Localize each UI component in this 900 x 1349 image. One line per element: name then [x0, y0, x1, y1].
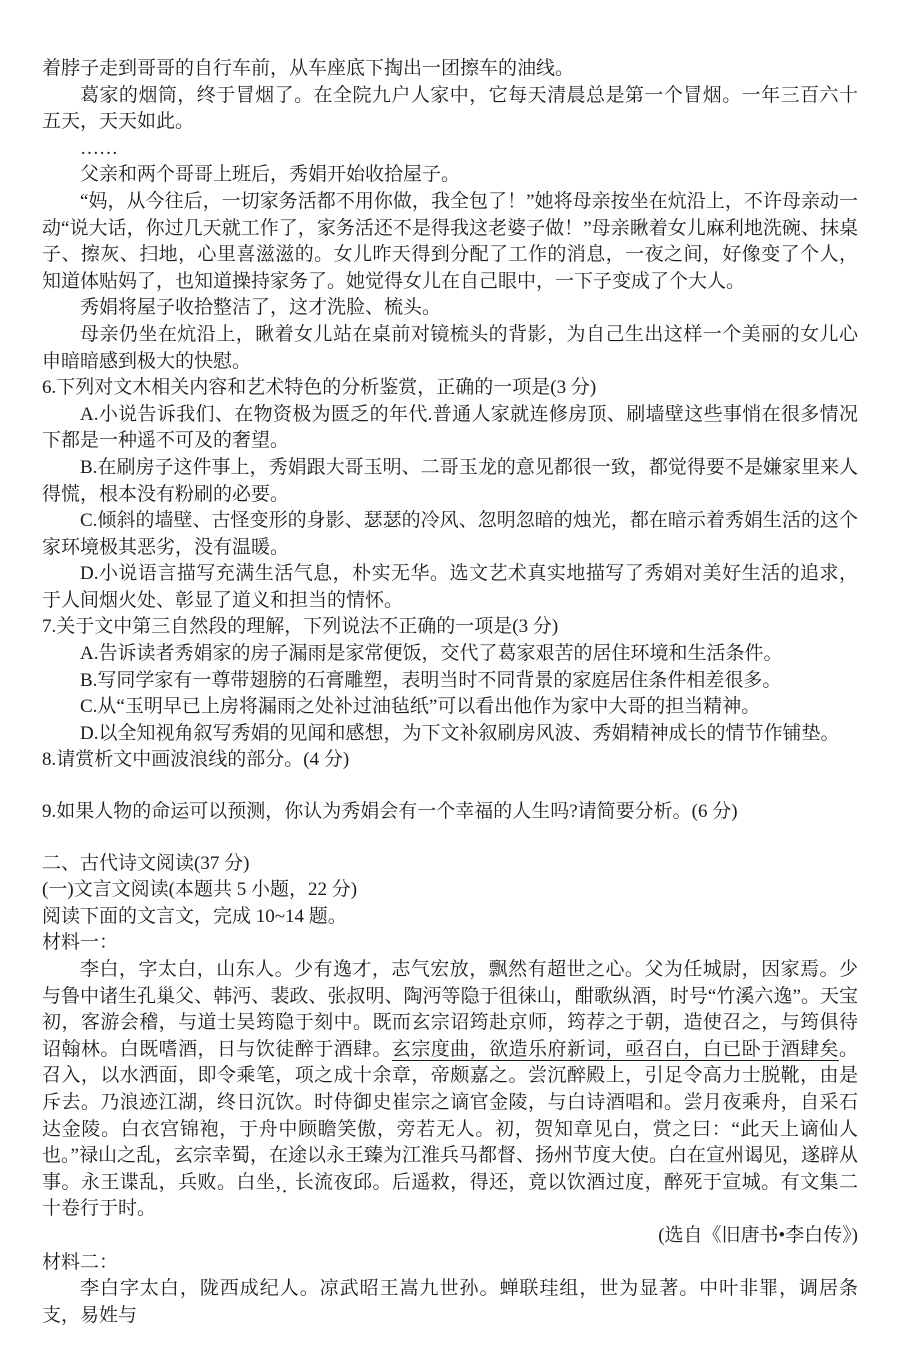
question-7-option-c: C.从“玉明早已上房将漏雨之处补过油毡纸”可以看出他作为家中大哥的担当精神。 [80, 696, 761, 718]
material-1-mid: 。召入，以水洒面，即令乘笔，项之成十余章，帝颇嘉之。尝沉醉殿上，引足令高力士脱靴，由是斥去。乃浪迹江湖，终日沉饮。时侍御史崔宗之谪官金陵，与白诗酒唱和。尝月夜乘舟，自采石达金陵。白衣宫锦袍，于舟中顾瞻笑傲，旁若无人。初，贺知章见白，赏之曰：“此天上谪仙人也。”禄山之乱，玄宗幸蜀，在途以永王臻为江淮兵马都督、扬州节度大使。白在宣州谒见，遂辟从事。永王谍乱，兵败。白 [42, 1038, 858, 1193]
material-2-label: 材料二： [42, 1251, 119, 1273]
question-7-option-d: D.以全知视角叙写秀娟的见闻和感想，为下文补叙刷房风波、秀娟精神成长的情节作铺垫。 [80, 722, 840, 744]
question-7-option-b: B.写同学家有一尊带翅膀的石膏雕塑，表明当时不同背景的家庭居住条件相差很多。 [80, 669, 782, 691]
material-2-text: 李白字太白，陇西成纪人。凉武昭王嵩九世孙。蝉联珪组，世为显著。中叶非罪，调居条支，易姓与 [42, 1278, 858, 1326]
material-1-attribution: (选自《旧唐书•李白传》) [658, 1224, 858, 1246]
material-1-post: ，长流夜邱。后遥救，得还，竟以饮酒过度，醉死于宣城。有文集二十卷行于时。 [42, 1171, 858, 1220]
question-6-option-a: A.小说告诉我们、在物资极为匮乏的年代.普通人家就连修房顶、刷墙壁这些事悄在很多情况下都是一种遥不可及的奢望。 [42, 403, 858, 452]
material-1-pre: 李白，字太白，山东人。少有逸才，志气宏放，飘然有超世之心。父为任城尉，因家焉。少与鲁中诸生孔巢父、韩沔、裴政、张叔明、陶沔等隐于徂徕山，酣歌纵酒，时号“竹溪六逸”。天宝初，客游会稽，与道士吴筠隐于刻中。既而玄宗诏筠赴京师，筠荐之于朝，造使召之，与筠俱待诏翰林。白既嗜酒，日与饮徒醉于酒肆。 [42, 959, 858, 1060]
question-6-option-c: C.倾斜的墙壁、古怪变形的身影、瑟瑟的冷风、忽明忽暗的烛光，都在暗示着秀娟生活的这个家环境极其恶劣，没有温暖。 [42, 510, 858, 558]
section-2-title: 二、古代诗文阅读(37 分) [42, 852, 250, 874]
question-6-stem: 6.下列对文木相关内容和艺术特色的分析鉴赏，正确的一项是(3 分) [42, 377, 597, 399]
material-1-text [42, 957, 858, 1223]
story-paragraph: 父亲和两个哥哥上班后，秀娟开始收拾屋子。 [80, 164, 461, 186]
section-2-instruction: 阅读下面的文言文，完成 10~14 题。 [42, 905, 347, 927]
question-6-option-b: B.在刷房子这件事上，秀娟跟大哥玉明、二哥玉龙的意见都很一致，都觉得要不是嫌家里来人得慌，根本没有粉刷的必要。 [42, 456, 858, 505]
story-continuation-line: 着脖子走到哥哥的自行车前，从车座底下掏出一团擦车的油线。 [42, 58, 575, 79]
story-paragraph: 秀娟将屋子收拾整洁了，这才洗脸、梳头。 [80, 297, 442, 319]
section-2-subsection: (一)文言文阅读(本题共 5 小题，22 分) [42, 879, 358, 901]
material-1-label: 材料一： [42, 932, 119, 954]
story-paragraph: “妈，从今往后，一切家务活都不用你做，我全包了！”她将母亲按坐在炕沿上，不许母亲动一动“说大话，你过几天就工作了，家务活还不是得我这老婆子做！”母亲瞅着女儿麻利地洗碗、抹桌子、擦灰、扫地，心里喜滋滋的。女儿昨天得到分配了工作的消息，一夜之间，好像变了个人，知道体贴妈了，也知道操持家务了。她觉得女儿在自己眼中，一下子变成了个大人。 [42, 190, 858, 292]
underlined-passage: 玄宗度曲，欲造乐府新词，亟召白，白已卧于酒肆矣 [391, 1038, 839, 1060]
story-ellipsis: …… [80, 137, 118, 159]
story-paragraph: 葛家的烟筒，终于冒烟了。在全院九户人家中，它每天清晨总是第一个冒烟。一年三百六十五天，天天如此。 [42, 84, 858, 133]
question-8-stem: 8.请赏析文中画波浪线的部分。(4 分) [42, 749, 350, 771]
emphasized-character: 坐 [255, 1171, 276, 1193]
story-paragraph: 母亲仍坐在炕沿上，瞅着女儿站在桌前对镜梳头的背影，为自己生出这样一个美丽的女儿心申暗暗感到极大的快慰。 [42, 323, 858, 372]
question-7-stem: 7.关于文中第三自然段的理解，下列说法不正确的一项是(3 分) [42, 616, 559, 638]
question-7-option-a: A.告诉读者秀娟家的房子漏雨是家常便饭，交代了葛家艰苦的居住环境和生活条件。 [80, 643, 783, 665]
question-9-stem: 9.如果人物的命运可以预测，你认为秀娟会有一个幸福的人生吗?请简要分析。(6 分) [42, 801, 738, 823]
question-6-option-d: D.小说语言描写充满生活气息，朴实无华。选文艺术真实地描写了秀娟对美好生活的追求，于人间烟火处、彰显了道义和担当的情怀。 [42, 563, 858, 611]
